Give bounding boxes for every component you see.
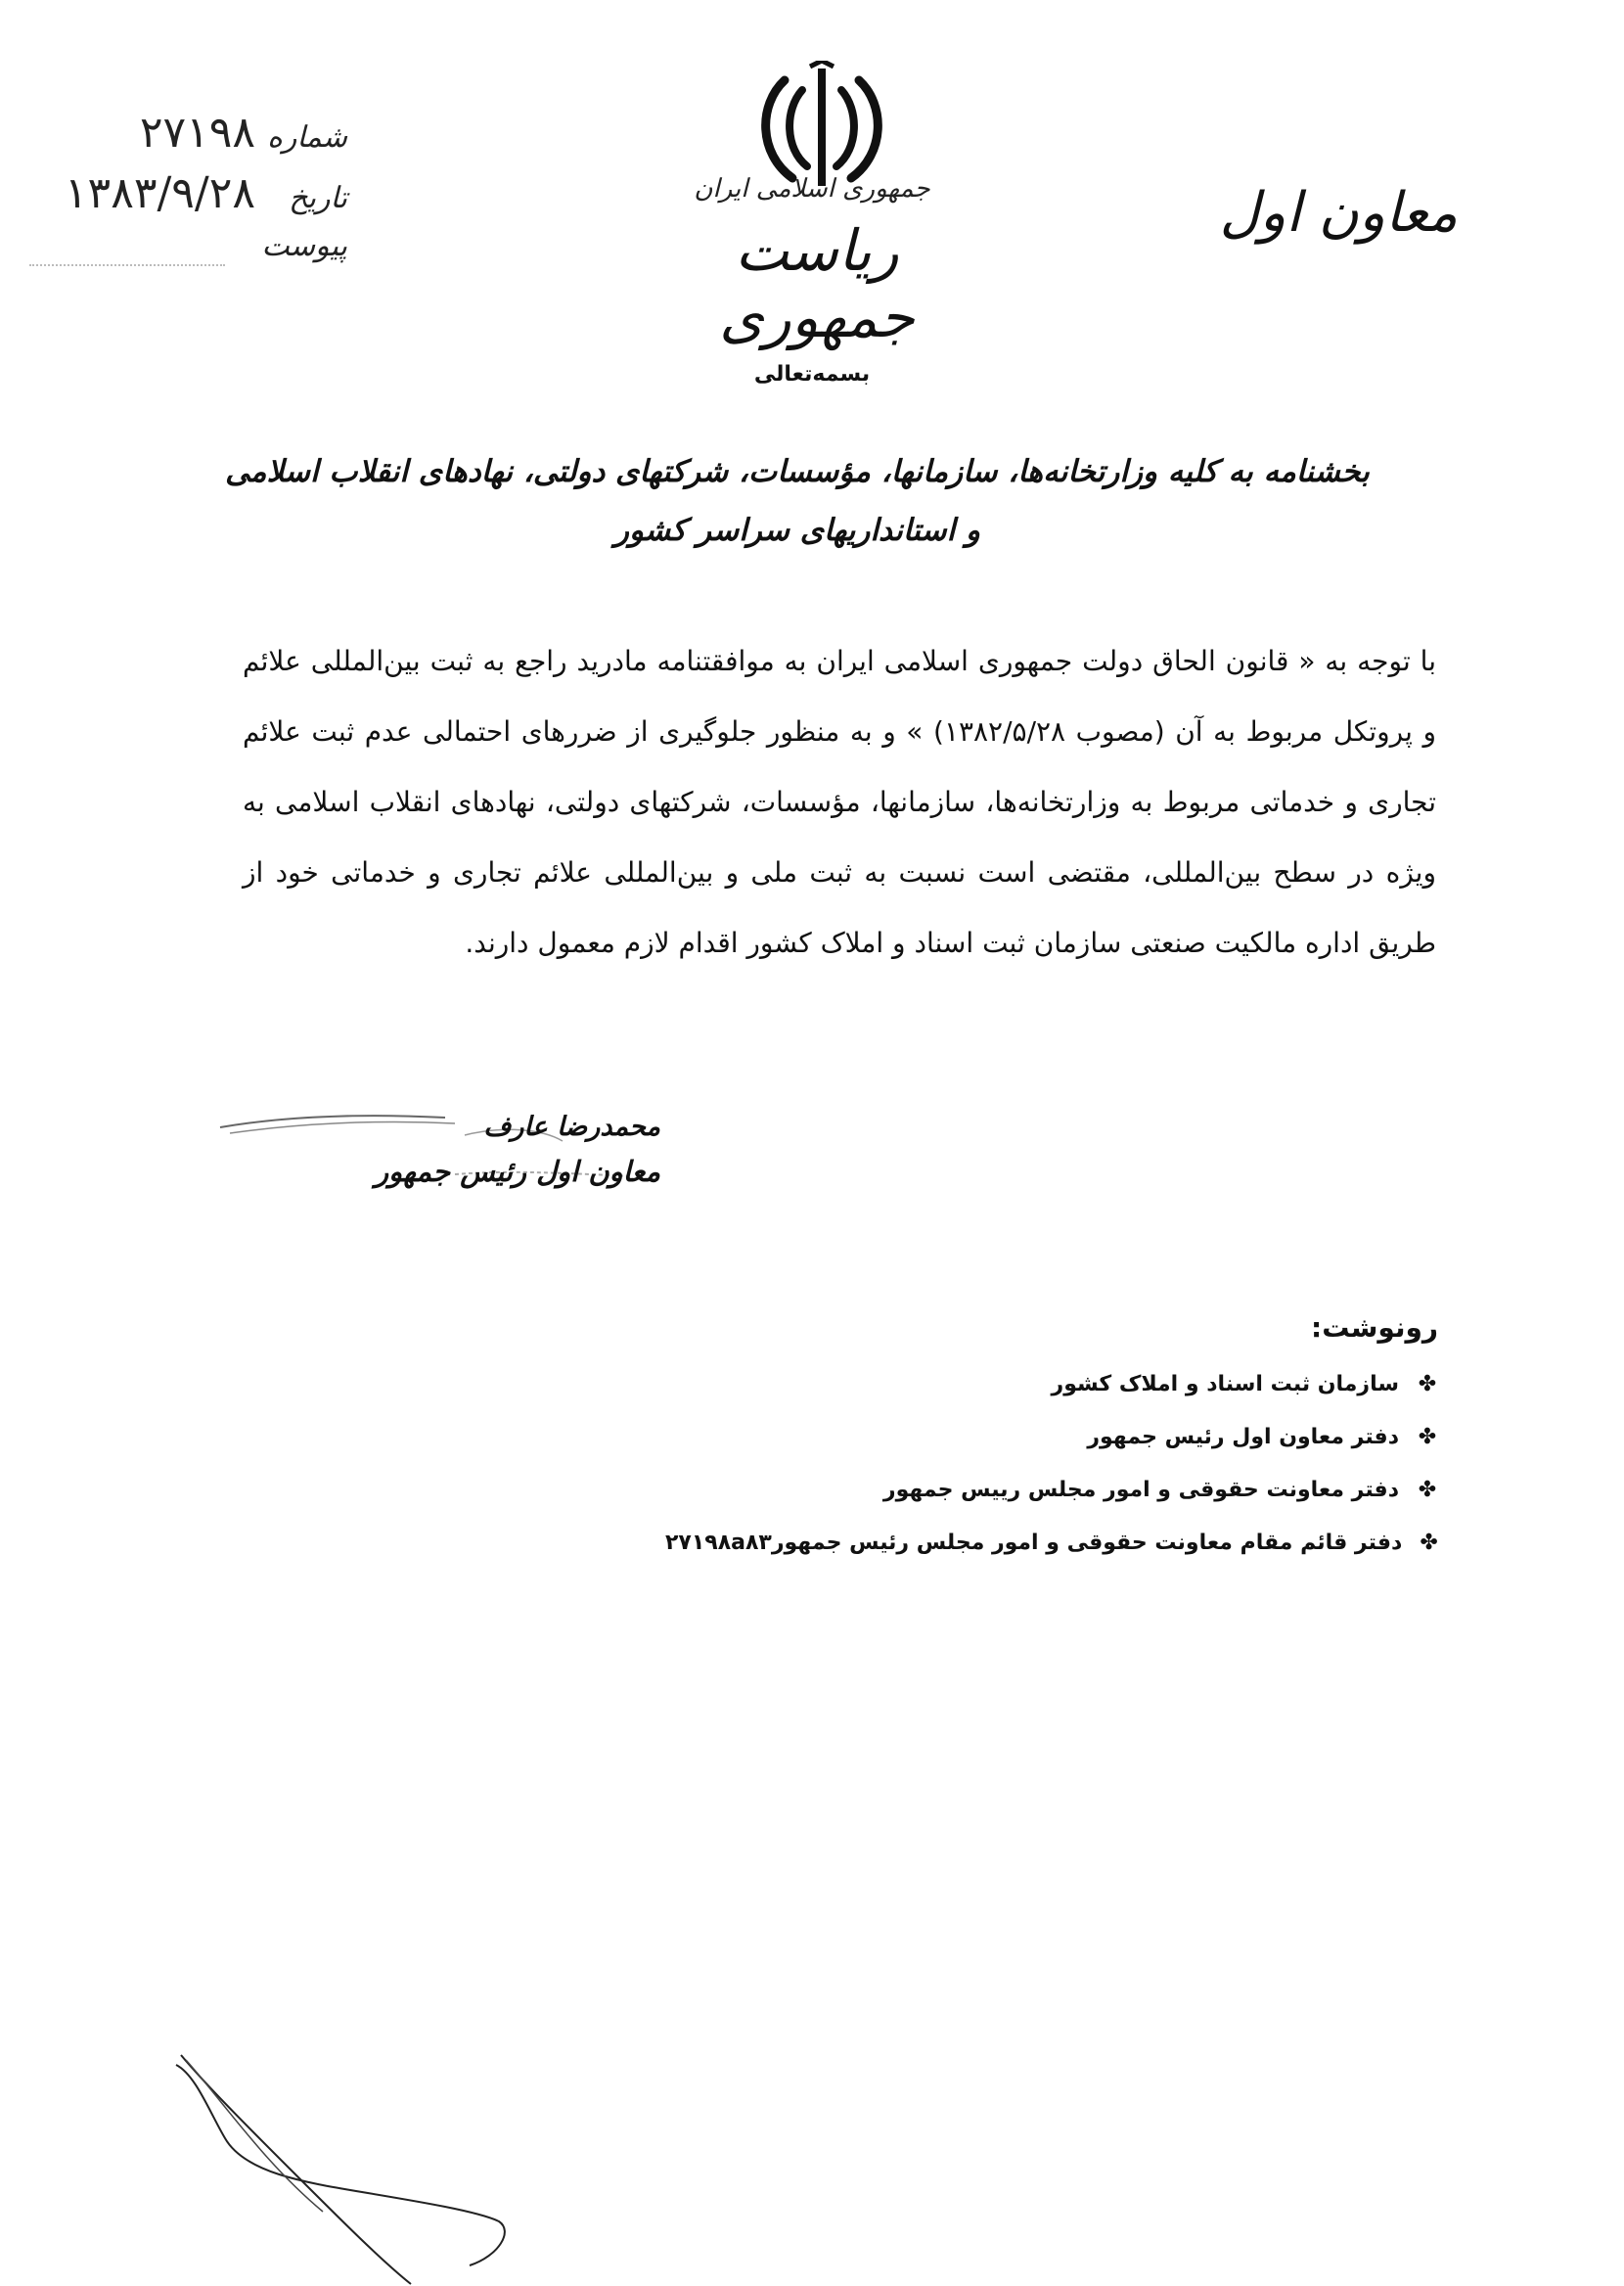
- attachment-row: [54, 229, 347, 280]
- cc-item-text: دفتر قائم مقام معاونت حقوقی و امور مجلس رئیس جمهور۲۷۱۹۸a۸۳: [665, 1530, 1403, 1555]
- bullet-icon: ✤: [1420, 1530, 1438, 1555]
- body-text: با توجه به « قانون الحاق دولت جمهوری اسلامی ایران به موافقتنامه مادرید راجع به ثبت بین‌المللی علائم و پروتکل مربوط به آن (مصوب ۱۳۸۲/۵/۲۸) » و به منظور جلوگیری از ضررهای احتمالی عدم ثبت علائم تجاری و خدماتی مربوط به وزارتخانه‌ها، سازمانها، مؤسسات، شرکتهای دولتی، نهادهای انقلاب اسلامی به ویژه در سطح بین‌المللی، مقتضی است نسبت به ثبت ملی و بین‌المللی علائم تجاری و خدماتی خود از طریق اداره مالکیت صنعتی سازمان ثبت اسناد و املاک کشور اقدام لازم معمول دارند.: [243, 645, 1437, 959]
- addressee: بخشنامه به کلیه وزارتخانه‌ها، سازمانها، مؤسسات، شرکتهای دولتی، نهادهای انقلاب اسلامی و استانداریهای سراسر کشور: [225, 454, 1370, 548]
- attachment-label: پیوست: [261, 229, 347, 263]
- date-row: [54, 168, 347, 229]
- number-label: شماره: [267, 120, 347, 155]
- number-value: ۲۷۱۹۸: [139, 108, 255, 158]
- bullet-icon: ✤: [1418, 1424, 1437, 1449]
- number-row: [54, 108, 347, 168]
- dotted-line: [29, 264, 225, 268]
- cc-item-text: دفتر معاونت حقوقی و امور مجلس رییس جمهور: [882, 1477, 1399, 1502]
- office-title: معاون اول: [1219, 181, 1458, 245]
- list-item: [665, 1357, 1438, 1410]
- list-item: [665, 1516, 1438, 1569]
- date-value: ۱۳۸۳/۹/۲۸: [64, 168, 255, 218]
- letter-meta: [54, 108, 347, 280]
- initial-scribble: [166, 2045, 519, 2286]
- list-item: [665, 1463, 1438, 1516]
- signatory-name: محمدرضا عارف: [483, 1112, 660, 1142]
- cc-heading: رونوشت:: [1311, 1311, 1438, 1344]
- signatory-title: معاون اول رئیس جمهور: [375, 1155, 660, 1188]
- bismillah: بسمه‌تعالی: [753, 362, 871, 387]
- bullet-icon: ✤: [1418, 1477, 1437, 1502]
- date-label: تاریخ: [289, 181, 347, 215]
- list-item: [665, 1410, 1438, 1463]
- bullet-icon: ✤: [1418, 1371, 1437, 1396]
- presidency-title: ریاست جمهوری: [719, 217, 915, 350]
- signature-block: [240, 1106, 660, 1194]
- cc-item-text: دفتر معاون اول رئیس جمهور: [1087, 1424, 1399, 1449]
- cc-section: [665, 1311, 1438, 1569]
- cc-list: [665, 1357, 1438, 1569]
- cc-item-text: سازمان ثبت اسناد و املاک کشور: [1051, 1371, 1399, 1396]
- country-name: جمهوری اسلامی ایران: [694, 174, 930, 204]
